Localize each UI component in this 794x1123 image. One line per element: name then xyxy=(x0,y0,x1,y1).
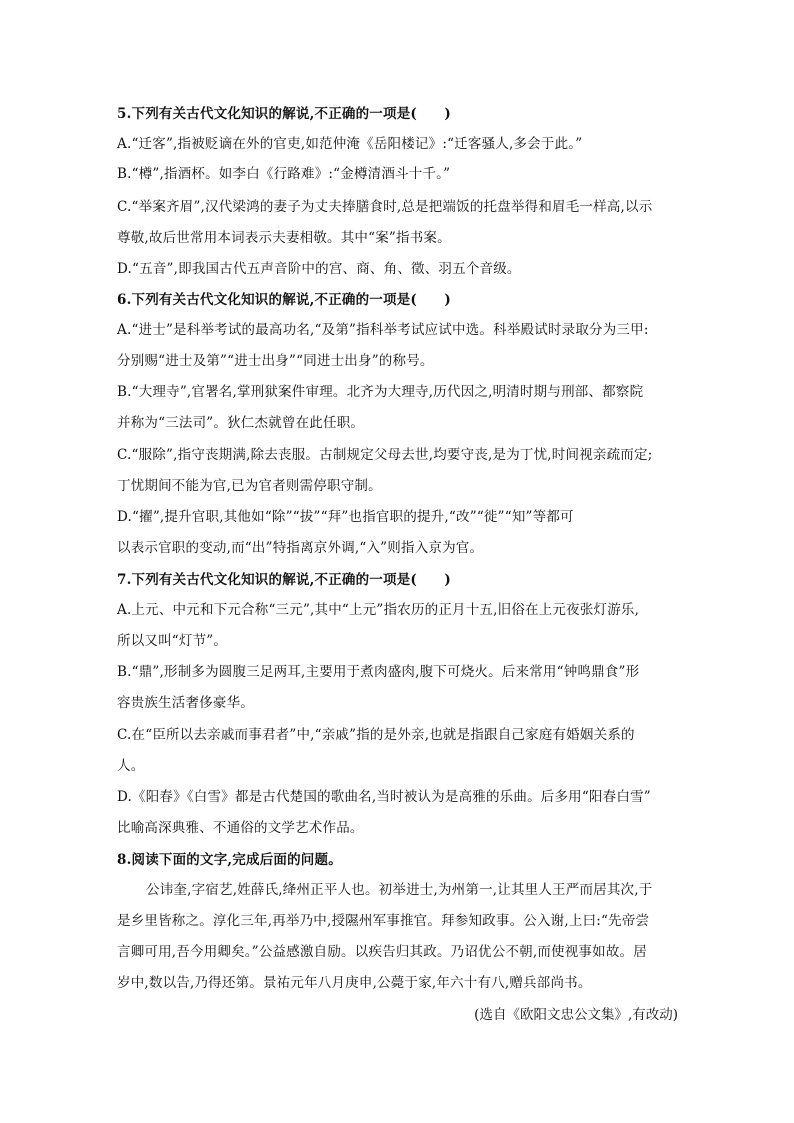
q5-option-a: A.“迁客”,指被贬谪在外的官吏,如范仲淹《岳阳楼记》:“迁客骚人,多会于此。” xyxy=(117,136,583,152)
q6-option-b-line1: B.“大理寺”,官署名,掌刑狱案件审理。北齐为大理寺,历代因之,明清时期与刑部、都察院 xyxy=(117,384,644,400)
q6-option-a-line1: A.“进士”是科举考试的最高功名,“及第”指科举考试应试中选。科举殿试时录取分为三甲: xyxy=(117,322,649,338)
q5-option-c-line1: C.“举案齐眉”,汉代梁鸿的妻子为丈夫捧膳食时,总是把端饭的托盘举得和眉毛一样高,以示 xyxy=(117,199,653,215)
passage-line-1: 公讳奎,字宿艺,姓薛氏,绛州正平人也。初举进士,为州第一,让其里人王严而居其次,于 xyxy=(146,882,653,898)
q7-option-c-line1: C.在“臣所以去亲戚而事君者”中,“亲戚”指的是外亲,也就是指跟自己家庭有婚姻关系的 xyxy=(117,727,635,743)
q7-option-d-line2: 比喻高深典雅、不通俗的文学艺术作品。 xyxy=(117,820,364,836)
passage-line-4: 岁中,数以告,乃得还第。景祐元年八月庚申,公薨于家,年六十有八,赠兵部尚书。 xyxy=(117,975,592,991)
q6-option-b-line2: 并称为“三法司”。狄仁杰就曾在此任职。 xyxy=(117,415,365,431)
question-7-title: 7.下列有关古代文化知识的解说,不正确的一项是( ) xyxy=(117,572,451,588)
q6-option-d-line1: D.“擢”,提升官职,其他如“除”“拔”“拜”也指官职的提升,“改”“徙”“知”等都可 xyxy=(117,509,574,525)
q7-option-c-line2: 人。 xyxy=(117,758,145,774)
q5-option-c-line2: 尊敬,故后世常用本词表示夫妻相敬。其中“案”指书案。 xyxy=(117,230,451,246)
q7-option-a-line1: A.上元、中元和下元合称“三元”,其中“上元”指农历的正月十五,旧俗在上元夜张灯游乐, xyxy=(117,602,640,618)
q5-option-d: D.“五音”,即我国古代五声音阶中的宫、商、角、徵、羽五个音级。 xyxy=(117,261,521,277)
passage-line-2: 是乡里皆称之。淳化三年,再举乃中,授隰州军事推官。拜参知政事。公入谢,上曰:“先帝尝 xyxy=(117,913,650,929)
q6-option-c-line1: C.“服除”,指守丧期满,除去丧服。古制规定父母去世,均要守丧,是为丁忧,时间视亲疏而定; xyxy=(117,447,653,463)
q6-option-d-line2: 以表示官职的变动,而“出”特指离京外调,“入”则指入京为官。 xyxy=(117,540,484,556)
question-8-title: 8.阅读下面的文字,完成后面的问题。 xyxy=(117,852,342,868)
question-5-title: 5.下列有关古代文化知识的解说,不正确的一项是( ) xyxy=(117,106,451,122)
passage-source: (选自《欧阳文忠公文集》,有改动) xyxy=(474,1007,678,1023)
q7-option-a-line2: 所以又叫“灯节”。 xyxy=(117,633,228,649)
q6-option-a-line2: 分别赐“进士及第”“进士出身”“同进士出身”的称号。 xyxy=(117,353,434,369)
q6-option-c-line2: 丁忧期间不能为官,已为官者则需停职守制。 xyxy=(117,478,382,494)
q7-option-d-line1: D.《阳春》《白雪》都是古代楚国的歌曲名,当时被认为是高雅的乐曲。后多用“阳春白雪” xyxy=(117,789,651,805)
question-6-title: 6.下列有关古代文化知识的解说,不正确的一项是( ) xyxy=(117,292,451,308)
q7-option-b-line2: 容贵族生活奢侈豪华。 xyxy=(117,695,254,711)
q5-option-b: B.“樽”,指酒杯。如李白《行路难》:“金樽清酒斗十千。” xyxy=(117,166,451,182)
passage-line-3: 言卿可用,吾今用卿矣。”公益感激自励。以疾告归其政。乃诏优公不朝,而使视事如故。居 xyxy=(117,944,647,960)
q7-option-b-line1: B.“鼎”,形制多为圆腹三足两耳,主要用于煮肉盛肉,腹下可烧火。后来常用“钟鸣鼎食”形 xyxy=(117,664,640,680)
